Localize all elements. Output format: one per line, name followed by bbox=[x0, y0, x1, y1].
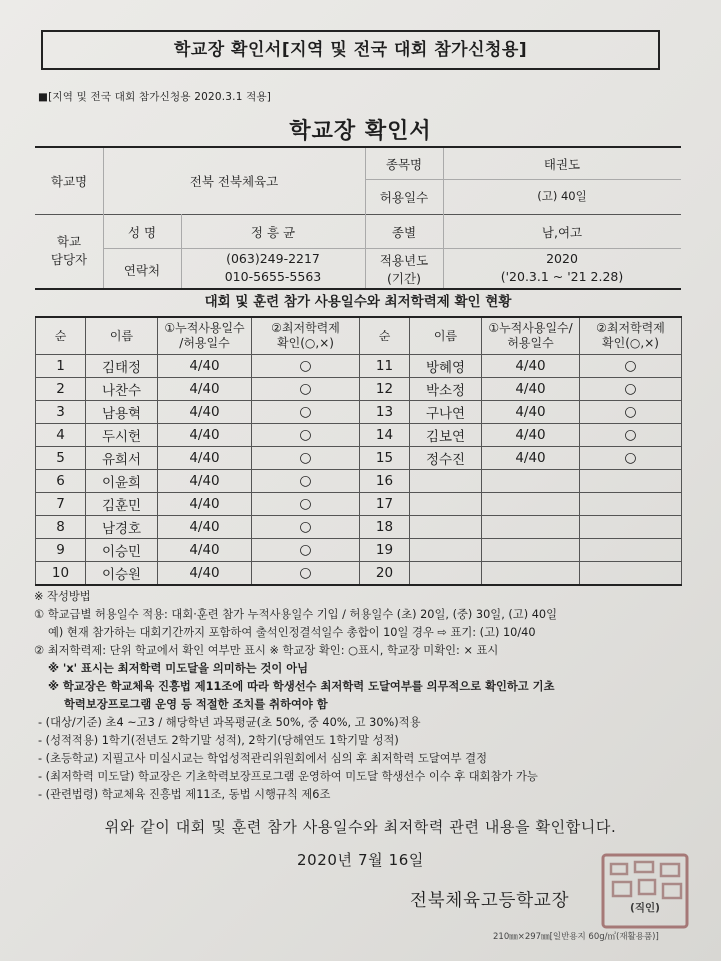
school-name-label: 학교명 bbox=[50, 174, 88, 189]
academic-check-mark-right bbox=[580, 539, 682, 562]
col-header-days-line2: /허용일수 bbox=[179, 336, 230, 350]
col-header-no: 순 bbox=[36, 317, 86, 355]
note-line: ※ 'x' 표시는 최저학력 미도달을 의미하는 것이 아님 bbox=[48, 662, 309, 675]
table-row bbox=[36, 562, 682, 586]
days-used: 4/40 bbox=[158, 447, 252, 470]
academic-check-mark-right: ○ bbox=[580, 355, 682, 378]
note-line: - (최저학력 미도달) 학교장은 기초학력보장프로그램 운영하여 미도달 학생선수 이수 후 대회참가 가능 bbox=[38, 770, 538, 783]
col-header-check-right-line2: 확인(○,×) bbox=[602, 336, 659, 350]
days-used: 4/40 bbox=[158, 493, 252, 516]
row-number-right: 14 bbox=[360, 424, 410, 447]
athlete-roster-table bbox=[35, 316, 682, 586]
academic-check-mark-right bbox=[580, 470, 682, 493]
table-row bbox=[36, 401, 682, 424]
academic-check-mark-right: ○ bbox=[580, 447, 682, 470]
athlete-name-right: 김보연 bbox=[410, 424, 482, 447]
academic-check-mark: ○ bbox=[252, 401, 360, 424]
row-number: 2 bbox=[36, 378, 86, 401]
document-date: 2020년 7월 16일 bbox=[296, 851, 424, 869]
days-used-right bbox=[482, 539, 580, 562]
info-divider bbox=[35, 214, 681, 215]
col-header-no-right: 순 bbox=[360, 317, 410, 355]
days-used: 4/40 bbox=[158, 355, 252, 378]
col-header-days-line1: ①누적사용일수 bbox=[164, 321, 245, 335]
row-number: 1 bbox=[36, 355, 86, 378]
row-number: 7 bbox=[36, 493, 86, 516]
info-row-line bbox=[103, 248, 681, 249]
athlete-name: 유희서 bbox=[86, 447, 158, 470]
row-number-right: 11 bbox=[360, 355, 410, 378]
manager-name: 정 흥 균 bbox=[250, 225, 296, 240]
form-box-title: 학교장 확인서[지역 및 전국 대회 참가신청용] bbox=[41, 30, 660, 70]
table-row bbox=[36, 516, 682, 539]
col-header-name: 이름 bbox=[86, 317, 158, 355]
year-value: 2020 bbox=[546, 251, 578, 266]
instructions-notes bbox=[34, 588, 684, 804]
academic-check-mark: ○ bbox=[252, 424, 360, 447]
table-row bbox=[36, 470, 682, 493]
academic-check-mark-right: ○ bbox=[580, 378, 682, 401]
academic-check-mark: ○ bbox=[252, 539, 360, 562]
col-header-check bbox=[252, 317, 360, 355]
academic-check-mark-right: ○ bbox=[580, 401, 682, 424]
academic-check-mark: ○ bbox=[252, 378, 360, 401]
academic-check-mark-right bbox=[580, 562, 682, 586]
allowed-days-label: 허용일수 bbox=[379, 190, 429, 205]
row-number: 8 bbox=[36, 516, 86, 539]
table-row bbox=[36, 539, 682, 562]
academic-check-mark: ○ bbox=[252, 516, 360, 539]
athlete-name: 김태정 bbox=[86, 355, 158, 378]
row-number: 5 bbox=[36, 447, 86, 470]
col-header-check-line2: 확인(○,×) bbox=[277, 336, 334, 350]
paper-size-note: 210㎜×297㎜[일반용지 60g/㎡(재활용품)] bbox=[493, 932, 659, 942]
academic-check-mark: ○ bbox=[252, 470, 360, 493]
allowed-days-value: (고) 40일 bbox=[537, 189, 587, 203]
contact-label: 연락처 bbox=[123, 263, 161, 278]
days-used: 4/40 bbox=[158, 401, 252, 424]
contact-mobile: 010-5655-5563 bbox=[224, 269, 322, 284]
row-number: 10 bbox=[36, 562, 86, 586]
days-used: 4/40 bbox=[158, 424, 252, 447]
days-used-right: 4/40 bbox=[482, 355, 580, 378]
table-row bbox=[36, 447, 682, 470]
days-used-right bbox=[482, 516, 580, 539]
athlete-name: 김훈민 bbox=[86, 493, 158, 516]
note-line: ※ 학교장은 학교체육 진흥법 제11조에 따라 학생선수 최저학력 도달여부를 의무적으로 확인하고 기초 bbox=[48, 680, 555, 693]
athlete-name: 두시헌 bbox=[86, 424, 158, 447]
col-header-check-line1: ②최저학력제 bbox=[271, 321, 340, 335]
col-header-days-right bbox=[482, 317, 580, 355]
col-header-name-right: 이름 bbox=[410, 317, 482, 355]
note-line: - (성적적용) 1학기(전년도 2학기말 성적), 2학기(당해연도 1학기말 성적) bbox=[38, 734, 399, 747]
table-row bbox=[36, 424, 682, 447]
confirmation-statement: 위와 같이 대회 및 훈련 참가 사용일수와 최저학력 관련 내용을 확인합니다. bbox=[104, 818, 617, 836]
academic-check-mark: ○ bbox=[252, 447, 360, 470]
days-used-right: 4/40 bbox=[482, 424, 580, 447]
note-line: - (초등학교) 지필고사 미실시교는 학업성적관리위원회에서 심의 후 최저학력 도달여부 결정 bbox=[38, 752, 487, 765]
event-label: 종목명 bbox=[385, 157, 423, 172]
athlete-name-right: 정수진 bbox=[410, 447, 482, 470]
days-used: 4/40 bbox=[158, 470, 252, 493]
row-number-right: 12 bbox=[360, 378, 410, 401]
col-header-days bbox=[158, 317, 252, 355]
athlete-name: 나찬수 bbox=[86, 378, 158, 401]
year-label-line1: 적용년도 bbox=[379, 253, 429, 268]
athlete-name-right bbox=[410, 516, 482, 539]
row-number-right: 17 bbox=[360, 493, 410, 516]
name-label: 성 명 bbox=[127, 225, 157, 240]
col-header-check-right bbox=[580, 317, 682, 355]
athlete-name-right bbox=[410, 493, 482, 516]
row-number-right: 19 bbox=[360, 539, 410, 562]
note-line: ※ 작성방법 bbox=[34, 590, 91, 603]
athlete-name-right bbox=[410, 539, 482, 562]
school-info-block bbox=[35, 146, 681, 290]
row-number-right: 16 bbox=[360, 470, 410, 493]
days-used-right bbox=[482, 562, 580, 586]
gender-value: 남,여고 bbox=[541, 225, 583, 240]
days-used-right: 4/40 bbox=[482, 401, 580, 424]
col-header-days-right-line2: 허용일수 bbox=[507, 336, 554, 350]
athlete-name-right: 구나연 bbox=[410, 401, 482, 424]
days-used-right bbox=[482, 470, 580, 493]
year-label-line2: (기간) bbox=[387, 271, 421, 286]
athlete-name-right: 방혜영 bbox=[410, 355, 482, 378]
row-number-right: 18 bbox=[360, 516, 410, 539]
row-number: 3 bbox=[36, 401, 86, 424]
roster-body bbox=[36, 355, 682, 586]
seal-label: (직인) bbox=[630, 902, 660, 914]
row-number-right: 15 bbox=[360, 447, 410, 470]
row-number-right: 13 bbox=[360, 401, 410, 424]
note-line: - (대상/기준) 초4 ~고3 / 해당학년 과목평균(초 50%, 중 40%, 고 30%)적용 bbox=[38, 716, 421, 729]
row-number-right: 20 bbox=[360, 562, 410, 586]
manager-label-line2: 담당자 bbox=[50, 252, 88, 267]
academic-check-mark-right: ○ bbox=[580, 424, 682, 447]
athlete-name-right: 박소정 bbox=[410, 378, 482, 401]
academic-check-mark: ○ bbox=[252, 355, 360, 378]
note-line: 예) 현재 참가하는 대회기간까지 포함하여 출석인정결석일수 총합이 10일 경우 ⇨ 표기: (고) 10/40 bbox=[48, 626, 536, 639]
days-used: 4/40 bbox=[158, 539, 252, 562]
manager-label-line1: 학교 bbox=[56, 234, 82, 249]
info-row-line bbox=[365, 179, 681, 180]
days-used: 4/40 bbox=[158, 378, 252, 401]
gender-label: 종별 bbox=[391, 225, 417, 240]
athlete-name: 남용혁 bbox=[86, 401, 158, 424]
note-line: ① 학교급별 허용일수 적용: 대회·훈련 참가 누적사용일수 기입 / 허용일수 (초) 20일, (중) 30일, (고) 40일 bbox=[34, 608, 557, 621]
status-section-title: 대회 및 훈련 참가 사용일수와 최저학력제 확인 현황 bbox=[204, 294, 512, 310]
row-number: 9 bbox=[36, 539, 86, 562]
athlete-name: 이승민 bbox=[86, 539, 158, 562]
period-value: ('20.3.1 ~ '21 2.28) bbox=[500, 269, 624, 284]
academic-check-mark: ○ bbox=[252, 493, 360, 516]
note-line: ② 최저학력제: 단위 학교에서 확인 여부만 표시 ※ 학교장 확인: ○표시, 학교장 미확인: × 표시 bbox=[34, 644, 499, 657]
academic-check-mark-right bbox=[580, 493, 682, 516]
days-used-right: 4/40 bbox=[482, 378, 580, 401]
athlete-name: 이윤희 bbox=[86, 470, 158, 493]
athlete-name-right bbox=[410, 470, 482, 493]
days-used: 4/40 bbox=[158, 562, 252, 586]
table-row bbox=[36, 493, 682, 516]
table-header-row bbox=[36, 317, 682, 355]
table-row bbox=[36, 355, 682, 378]
days-used: 4/40 bbox=[158, 516, 252, 539]
academic-check-mark: ○ bbox=[252, 562, 360, 586]
school-name-value: 전북 전북체육고 bbox=[189, 174, 279, 189]
days-used-right bbox=[482, 493, 580, 516]
row-number: 4 bbox=[36, 424, 86, 447]
principal-signature-line: 전북체육고등학교장 bbox=[410, 891, 570, 911]
athlete-name: 남경호 bbox=[86, 516, 158, 539]
event-value: 태권도 bbox=[543, 157, 581, 172]
athlete-name: 이승원 bbox=[86, 562, 158, 586]
row-number: 6 bbox=[36, 470, 86, 493]
note-line: 학력보장프로그램 운영 등 적절한 조치를 취하여야 함 bbox=[64, 698, 328, 711]
applies-line: ■[지역 및 전국 대회 참가신청용 2020.3.1 적용] bbox=[38, 91, 272, 103]
document-title: 학교장 확인서 bbox=[289, 119, 432, 144]
contact-phone: (063)249-2217 bbox=[226, 251, 320, 266]
table-row bbox=[36, 378, 682, 401]
official-seal-icon bbox=[597, 852, 693, 930]
note-line: - (관련법령) 학교체육 진흥법 제11조, 동법 시행규칙 제6조 bbox=[38, 788, 331, 801]
athlete-name-right bbox=[410, 562, 482, 586]
col-header-check-right-line1: ②최저학력제 bbox=[596, 321, 665, 335]
academic-check-mark-right bbox=[580, 516, 682, 539]
days-used-right: 4/40 bbox=[482, 447, 580, 470]
col-header-days-right-line1: ①누적사용일수/ bbox=[488, 321, 573, 335]
